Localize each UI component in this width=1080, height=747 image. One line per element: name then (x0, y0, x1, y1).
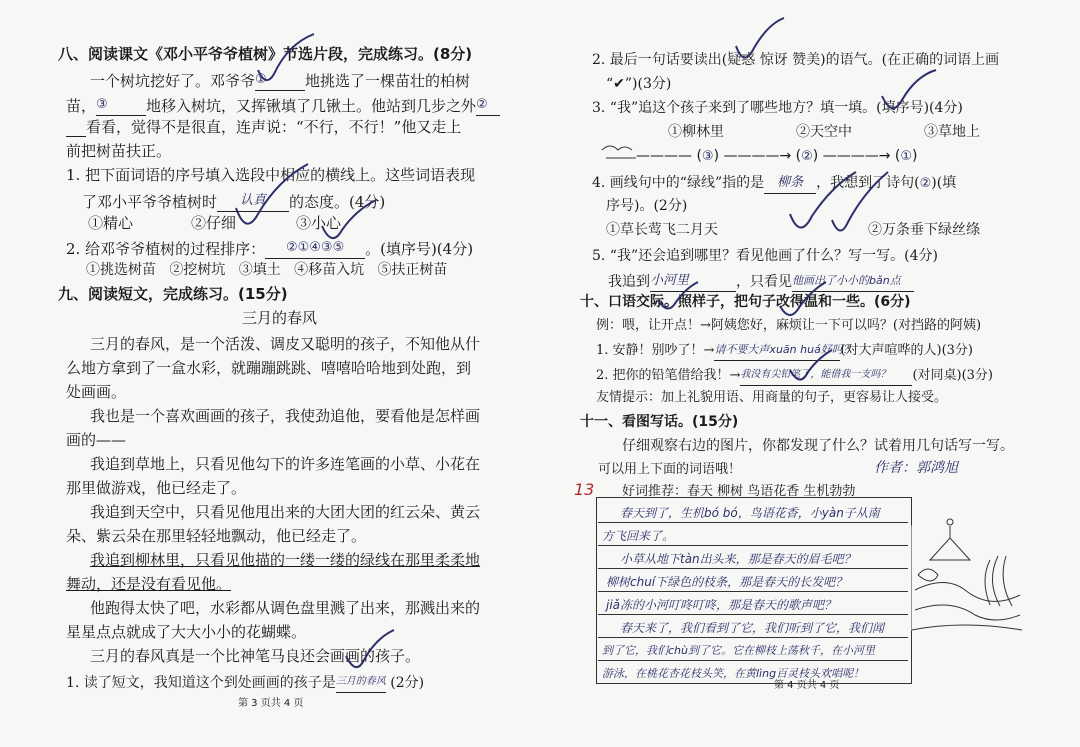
q9-5-answer: 我追到小河里 ，只看见他画出了小小的bǎn点 (608, 270, 914, 292)
story-line: 我追到天空中，只看见他甩出来的大团大团的红云朵、黄云 (90, 503, 481, 521)
q9-4-line: 序号)。(2分) (606, 198, 688, 214)
story-title: 三月的春风 (242, 309, 318, 327)
q9-3-flow: ———— (③) ————→ (②) ————→ (①) (636, 148, 918, 164)
q9-2-line: 2. 最后一句话要读出(疑惑 惊讶 赞美)的语气。(在正确的词语上画 (592, 52, 1000, 68)
composition-line: 小草从地下tàn出头来，那是春天的眉毛吧？ (620, 552, 856, 566)
example-line: 例：喂，让开点！→阿姨您好，麻烦让一下可以吗？(对挡路的阿姨) (596, 318, 982, 333)
composition-line: 方飞回来了。 (602, 529, 675, 543)
story-line: 画的—— (66, 431, 127, 449)
q9-1-line: 1. 读了短文，我知道这个到处画画的孩子是三月的春风 (2分) (66, 670, 424, 693)
story-line: 舞动，还是没有看见他。 (66, 575, 232, 593)
bird-doodle-icon (602, 146, 636, 158)
story-line: 我也是一个喜欢画画的孩子，我使劲追他，要看他是怎样画 (90, 407, 481, 425)
q2-options: ①挑选树苗 ②挖树坑 ③填土 ④移苗入坑 ⑤扶正树苗 (86, 262, 448, 278)
story-line: 星星点点就成了大大小小的花蝴蝶。 (66, 623, 307, 641)
s11-instruction: 可以用上下面的词语哦！ (598, 462, 742, 477)
section-8-title: 八、阅读课文《邓小平爷爷植树》节选片段，完成练习。(8分) (58, 45, 473, 63)
q9-2-line: “✔”)(3分) (606, 76, 672, 92)
composition-line: jiǎ冻的小河叮咚叮咚，那是春天的歌声吧？ (606, 598, 837, 612)
page-footer: 第 4 页共 4 页 (774, 680, 840, 691)
q9-3-options: ①柳林里 ②天空中 ③草地上 (668, 124, 980, 140)
story-line: 那里做游戏，他已经走了。 (66, 479, 247, 497)
story-line: 朵、紫云朵在那里轻轻地飘动，他已经走了。 (66, 527, 367, 545)
tip-line: 友情提示：加上礼貌用语、用商量的句子，更容易让人接受。 (596, 390, 948, 405)
story-line: 三月的春风真是一个比神笔马良还会画画的孩子。 (90, 647, 421, 665)
q1-line: 了邓小平爷爷植树时 认真 的态度。(4分) (82, 189, 385, 212)
passage-line: 一个树坑挖好了。邓爷爷① 地挑选了一棵苗壮的柏树 (90, 68, 470, 91)
q2-line: 2. 给邓爷爷植树的过程排序： ②①④③⑤ 。(填序号)(4分) (66, 236, 473, 259)
passage-line: 前把树苗扶正。 (66, 142, 172, 160)
q1-options: ①精心 ②仔细 ③小心 (88, 214, 342, 232)
story-line: 处画画。 (66, 383, 127, 401)
story-line: 三月的春风，是一个活泼、调皮又聪明的孩子，不知他从什 (90, 335, 481, 353)
passage-line: 看看，觉得不是很直，连声说：“不行，不行！”他又走上 (66, 117, 461, 137)
composition-line: 春天到了，生机bó bó，鸟语花香，小yàn子从南 (620, 506, 880, 520)
spring-landscape-icon (912, 519, 1022, 630)
story-line: 我追到草地上，只看见他勾下的许多连笔画的小草、小花在 (90, 455, 481, 473)
q9-4-options: ①草长莺飞二月天 ②万条垂下绿丝绦 (606, 222, 980, 238)
q9-4-line: 4. 画线句中的“绿线”指的是 柳条 ，我想到了诗句(②)(填 (592, 172, 956, 194)
word-suggestions: 好词推荐：春天 柳树 鸟语花香 生机勃勃 (622, 484, 856, 499)
q9-5-line: 5. “我”还会追到哪里？看见他画了什么？写一写。(4分) (592, 248, 938, 264)
story-line-underlined: 我追到柳林里，只看见他描的一缕一缕的绿线在那里柔柔地 (90, 551, 481, 569)
composition-line: 柳树chuí下绿色的枝条，那是春天的长发吧？ (606, 575, 848, 589)
grading-check-marks (236, 18, 936, 667)
page-footer: 第 3 页共 4 页 (238, 698, 304, 709)
author-signature: 作者：郭鸿旭 (874, 460, 958, 476)
section-9-title: 九、阅读短文，完成练习。(15分) (58, 285, 288, 303)
s10-q1: 1. 安静！别吵了！→请不要大声xuān huá好吗？(对大声喧哗的人)(3分) (596, 340, 973, 361)
s10-q2: 2. 把你的铅笔借给我！→我没有尖铅笔了，能借我一支吗？ (对同桌)(3分) (596, 364, 993, 386)
q9-3-line: 3. “我”追这个孩子来到了哪些地方？填一填。(填序号)(4分) (592, 100, 963, 116)
story-line: 他跑得太快了吧，水彩都从调色盘里溅了出来，那溅出来的 (90, 599, 481, 617)
composition-line: 春天来了，我们看到了它，我们听到了它，我们闻 (620, 621, 885, 635)
q1-line: 1. 把下面词语的序号填入选段中相应的横线上。这些词语表现 (66, 166, 476, 184)
section-11-title: 十一、看图写话。(15分) (580, 414, 739, 430)
passage-line: 苗，③ 地移入树坑，又挥锹填了几锹土。他站到几步之外② (66, 93, 500, 116)
story-line: 么地方拿到了一盒水彩，就蹦蹦跳跳、嘻嘻哈哈地到处跑，到 (66, 359, 472, 377)
composition-line: 游泳，在桃花杏花枝头笑，在黄lìng百灵枝头欢唱呢！ (602, 667, 865, 680)
section-10-title: 十、口语交际。照样子，把句子改得温和一些。(6分) (580, 294, 911, 310)
composition-line: 到了它，我们chù到了它。它在柳枝上荡秋千，在小河里 (602, 644, 875, 657)
s11-instruction: 仔细观察右边的图片，你都发现了什么？试着用几句话写一写。 (622, 438, 1014, 454)
score-mark: 13 (574, 480, 595, 499)
